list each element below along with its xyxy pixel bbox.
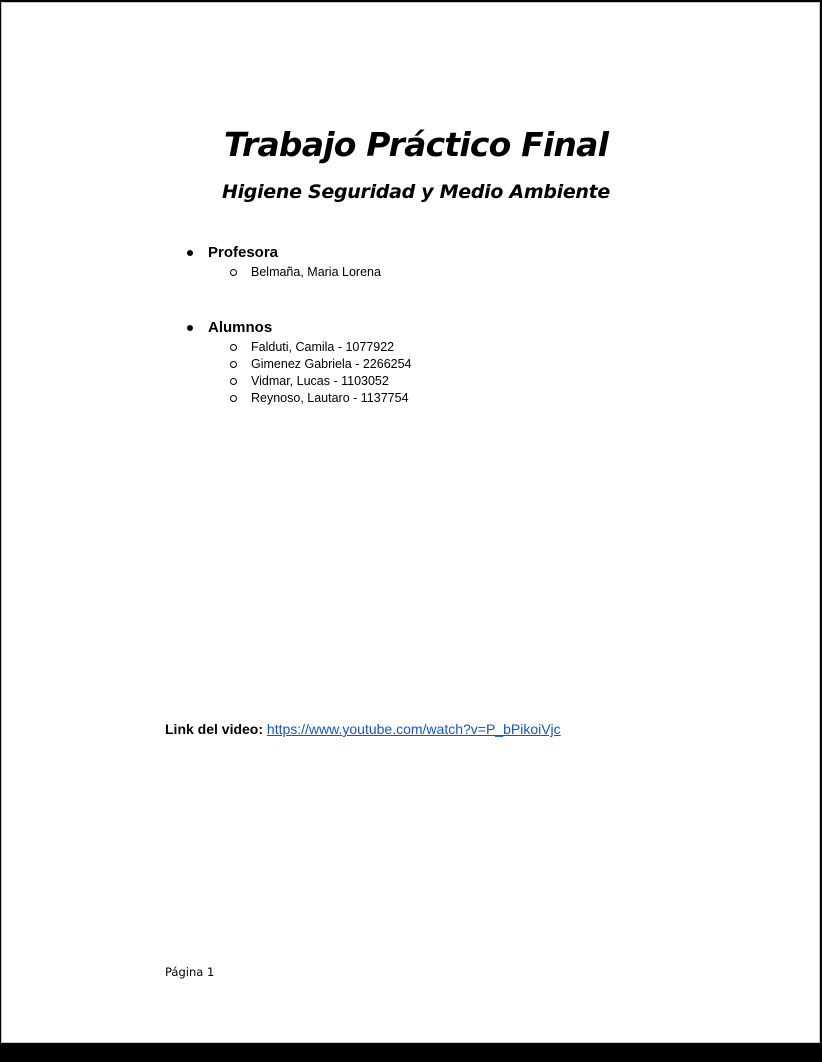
document-page: [1, 2, 820, 1043]
list-item: [184, 390, 584, 407]
bullet-disc-icon: [187, 325, 193, 331]
profesora-name: Belmaña, Maria Lorena: [251, 265, 381, 279]
alumnos-list-item: [184, 317, 584, 339]
list-item: [184, 339, 584, 356]
alumnos-section: [184, 317, 584, 407]
profesora-list-item: [184, 242, 584, 264]
video-link-label: Link del video:: [165, 721, 264, 737]
bullet-circle-icon: [230, 378, 237, 385]
page-number: Página 1: [165, 965, 215, 979]
alumnos-sublist: [184, 339, 584, 407]
list-item: [184, 264, 584, 281]
list-item: [184, 356, 584, 373]
document-subtitle: Higiene Seguridad y Medio Ambiente: [221, 181, 611, 203]
video-link-line: [165, 718, 561, 740]
video-link[interactable]: https://www.youtube.com/watch?v=P_bPikoiVjc: [266, 721, 561, 737]
bullet-circle-icon: [230, 269, 237, 276]
profesora-heading: Profesora: [208, 244, 279, 261]
profesora-section: [184, 242, 584, 281]
alumno-entry: Falduti, Camila - 1077922: [251, 340, 395, 354]
bullet-disc-icon: [187, 250, 193, 256]
document-title: Trabajo Práctico Final: [223, 125, 609, 164]
alumno-entry: Gimenez Gabriela - 2266254: [251, 357, 412, 371]
alumnos-heading: Alumnos: [208, 319, 273, 336]
list-item: [184, 373, 584, 390]
bullet-circle-icon: [230, 344, 237, 351]
alumno-entry: Reynoso, Lautaro - 1137754: [251, 391, 409, 405]
bullet-circle-icon: [230, 361, 237, 368]
alumno-entry: Vidmar, Lucas - 1103052: [251, 374, 389, 388]
profesora-sublist: [184, 264, 584, 281]
bullet-circle-icon: [230, 395, 237, 402]
